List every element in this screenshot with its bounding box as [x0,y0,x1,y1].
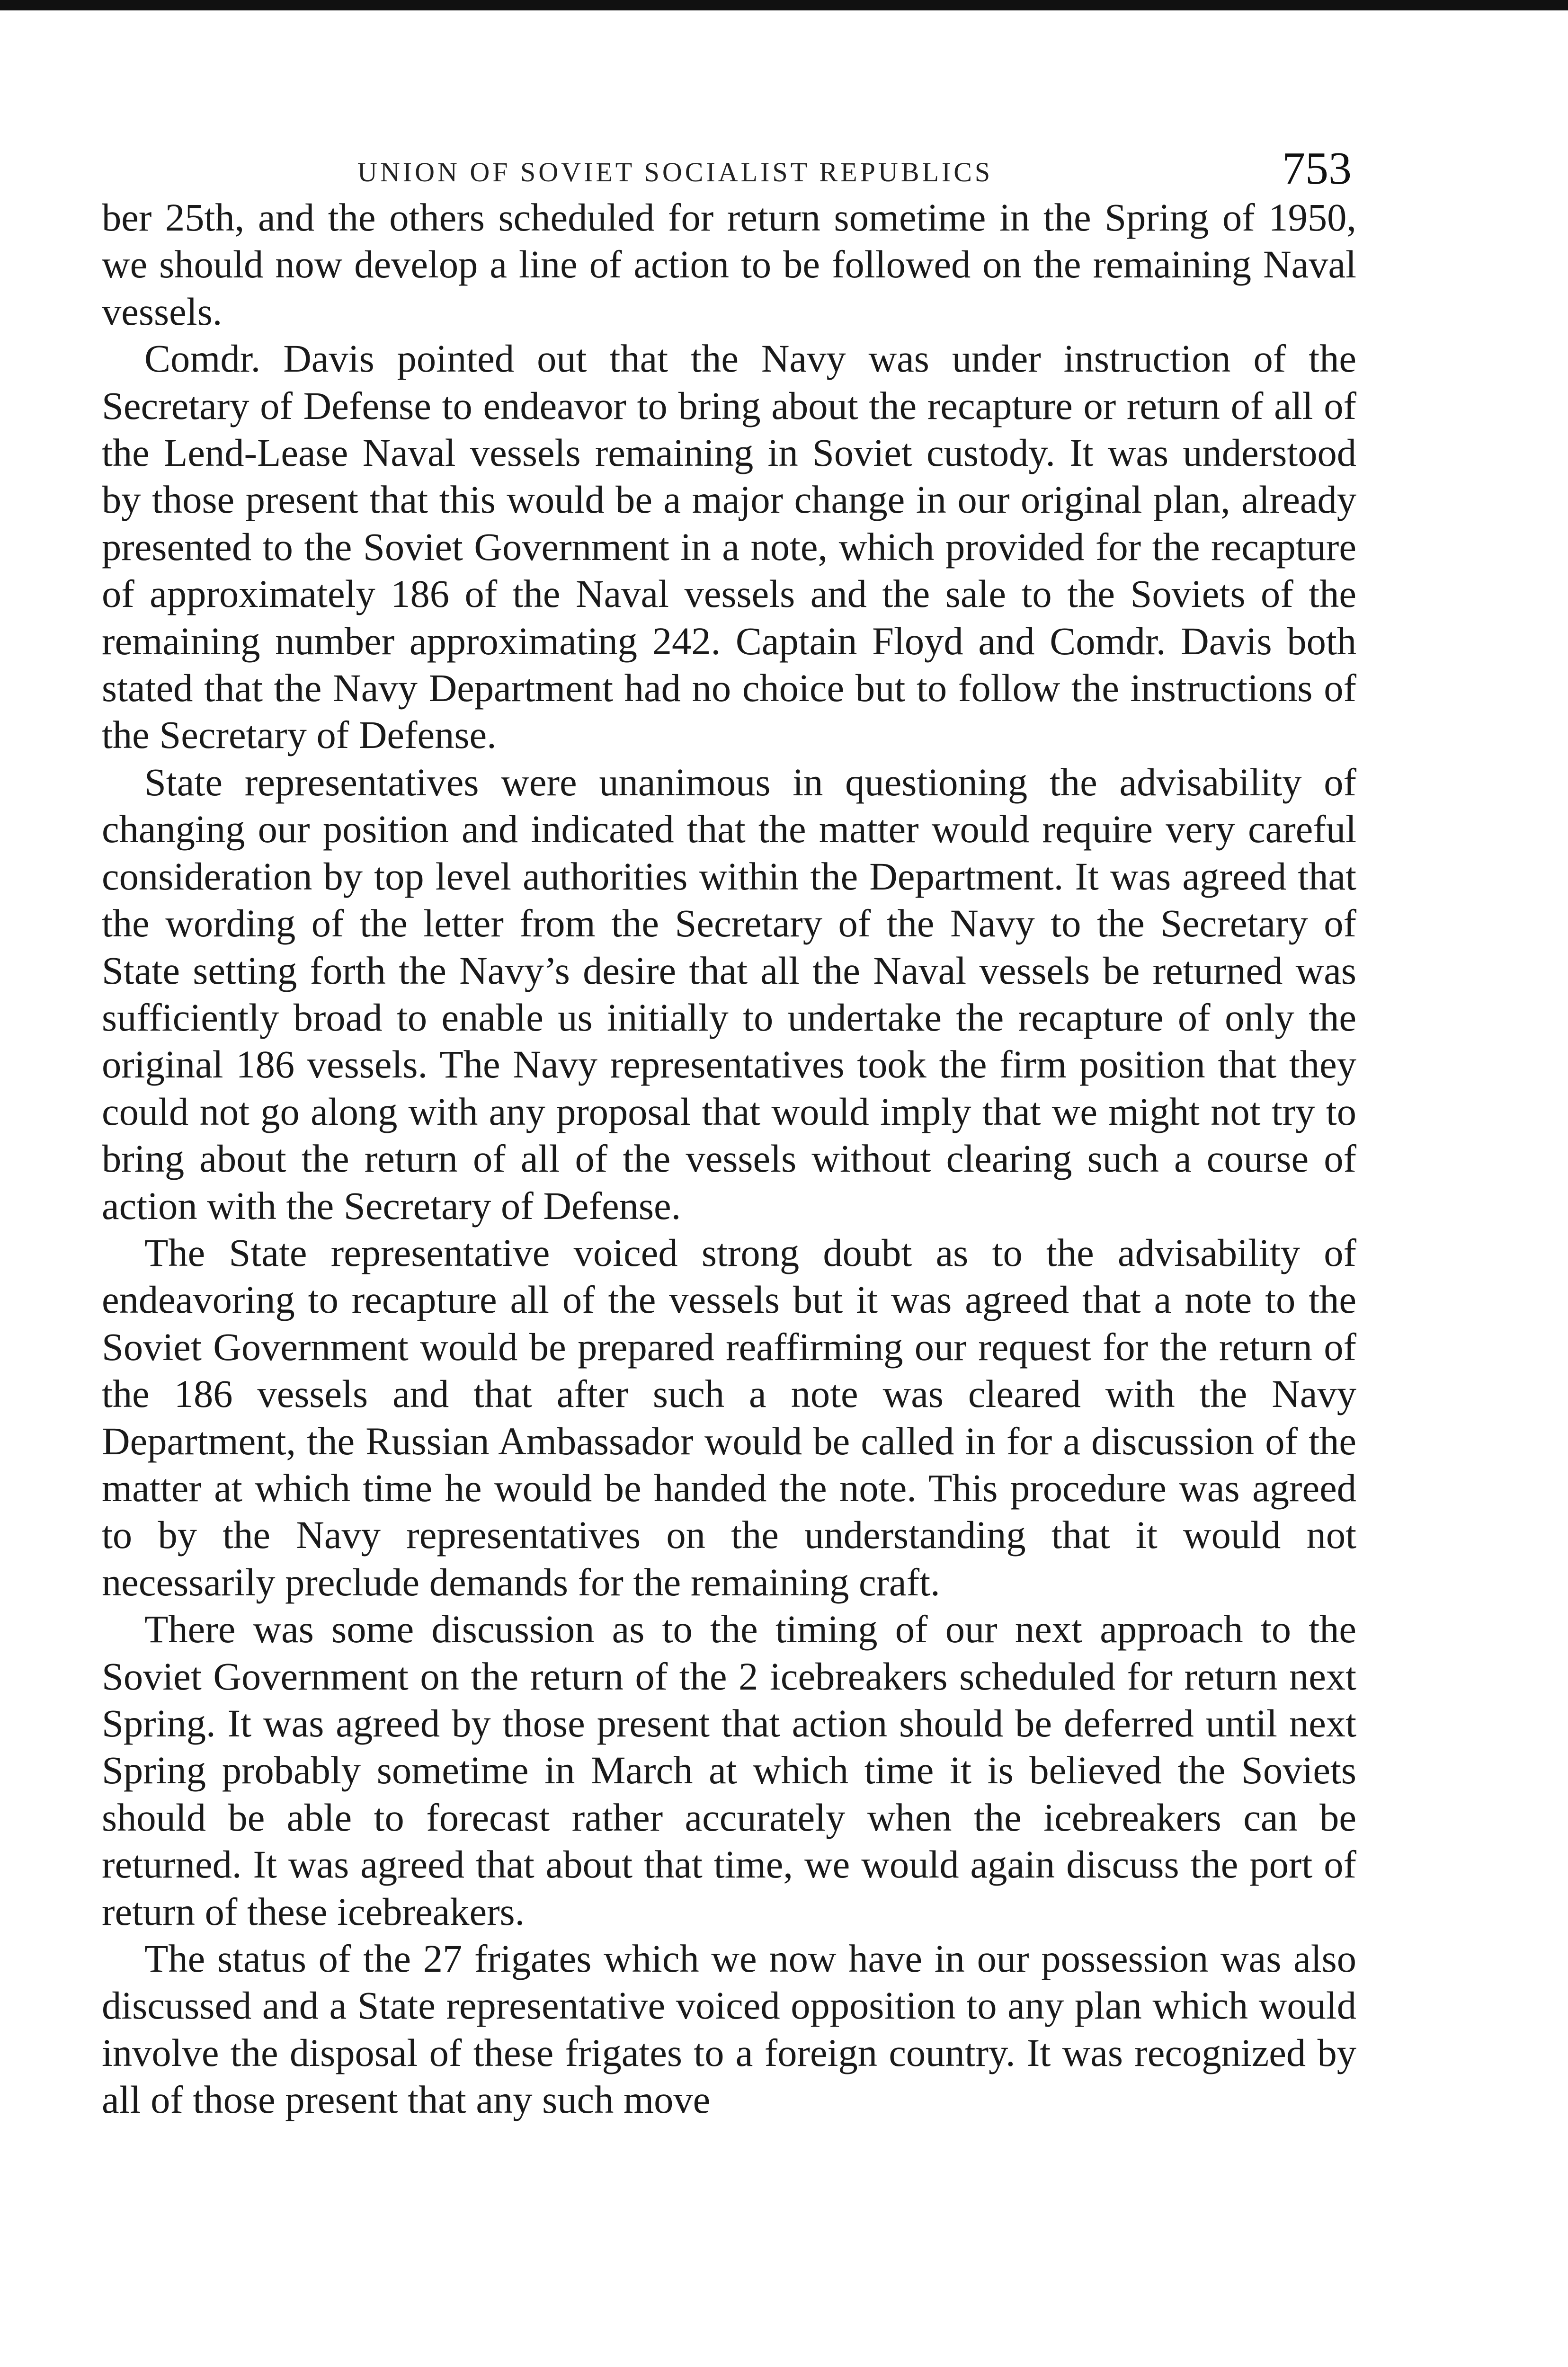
scan-border [0,0,1568,10]
page-number: 753 [1282,143,1352,194]
running-title: UNION OF SOVIET SOCIALIST REPUBLICS [357,157,993,187]
paragraph-continued: ber 25th, and the others scheduled for return sometime in the Spring of 1950, we should now develop a line of action to be followed on the remaining Naval vessels. [102,196,1356,333]
running-head [102,137,1356,194]
paragraph: The State representative voiced strong doubt as to the advisability of endeavoring to recapture all of the vessels but it was agreed that a note to the Soviet Government would be prepared reaffirming our request for the return of the 186 vessels and that after such a note was cleared with the Navy Department, the Russian Ambassador would be called in for a discussion of the matter at which time he would be handed the note. This procedure was agreed to by the Navy representatives on the understanding that it would not necessarily preclude demands for the remaining craft. [102,1230,1356,1604]
paragraph: The status of the 27 frigates which we now have in our possession was also discussed and a State representative voiced opposition to any plan which would involve the disposal of these frigates to a foreign country. It was recognized by all of those present that any such move [102,1937,1356,2122]
paragraph: State representatives were unanimous in questioning the advisability of changing our position and indicated that the matter would require very careful consideration by top level authorities within the Department. It was agreed that the wording of the letter from the Secretary of the Navy to the Secretary of State setting forth the Navy’s desire that all the Naval vessels be returned was sufficiently broad to enable us initially to undertake the recapture of only the original 186 vessels. The Navy representatives took the firm position that they could not go along with any proposal that would imply that we might not try to bring about the return of all of the vessels without clearing such a course of action with the Secretary of Defense. [102,760,1356,1228]
document-page [102,137,1356,2124]
paragraph: There was some discussion as to the timing of our next approach to the Soviet Government on the return of the 2 icebreakers scheduled for return next Spring. It was agreed by those present that action should be deferred until next Spring probably sometime in March at which time it is believed the Soviets should be able to forecast rather accurately when the icebreakers can be returned. It was agreed that about that time, we would again discuss the port of return of these icebreakers. [102,1607,1356,1933]
body-text [102,194,1356,2124]
paragraph: Comdr. Davis pointed out that the Navy was under instruction of the Secretary of Defense to endeavor to bring about the recapture or return of all of the Lend-Lease Naval vessels remaining in Soviet custody. It was understood by those present that this would be a major change in our original plan, already presented to the Soviet Government in a note, which provided for the recapture of approximately 186 of the Naval vessels and the sale to the Soviets of the remaining number approximating 242. Captain Floyd and Comdr. Davis both stated that the Navy Department had no choice but to follow the instructions of the Secretary of Defense. [102,337,1356,757]
